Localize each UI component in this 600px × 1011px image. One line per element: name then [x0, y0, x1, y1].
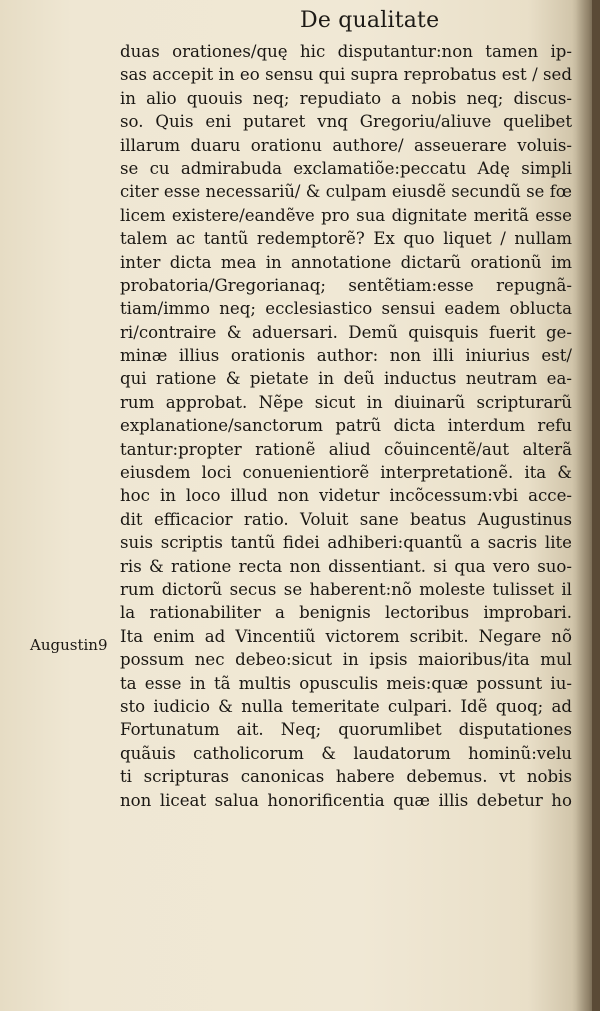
text-line: minæ illius orationis author: non illi iniurius est/: [120, 346, 572, 366]
marginal-note: Augustin9: [30, 636, 108, 654]
text-line: rum approbat. Nẽpe sicut in diuinarũ scripturarũ: [120, 392, 572, 412]
text-line: eiusdem loci conuenientiorẽ interpretationẽ. ita &: [120, 463, 572, 483]
text-line: rum dictorũ secus se haberent:nõ moleste tulisset il: [120, 579, 572, 599]
text-line: la rationabiliter a benignis lectoribus improbari.: [120, 603, 572, 623]
text-line: licem existere/eandẽve pro sua dignitate meritã esse: [120, 205, 572, 225]
text-line: Ita enim ad Vincentiũ victorem scribit. Negare nõ: [120, 626, 572, 646]
text-line: dit efficacior ratio. Voluit sane beatus Augustinus: [120, 509, 572, 529]
text-line: probatoria/Gregorianaq; sentẽtiam:esse repugnã-: [120, 275, 572, 295]
text-line: possum nec debeo:sicut in ipsis maioribus/ita mul: [120, 650, 572, 670]
body-text: [120, 40, 572, 812]
text-line: hoc in loco illud non videtur incõcessum:vbi acce-: [120, 486, 572, 506]
text-line: ris & ratione recta non dissentiant. si qua vero suo-: [120, 556, 572, 576]
text-line: talem ac tantũ redemptorẽ? Ex quo liquet / nullam: [120, 229, 572, 249]
text-line: non liceat salua honorificentia quæ illis debetur ho: [120, 790, 572, 810]
page-edge: [592, 0, 600, 1011]
text-line: ta esse in tã multis opusculis meis:quæ possunt iu-: [120, 673, 572, 693]
text-line: se cu admirabuda exclamatiõe:peccatu Adę simpli: [120, 158, 572, 178]
text-line: ti scripturas canonicas habere debemus. vt nobis: [120, 767, 572, 787]
text-line: in alio quouis neq; repudiato a nobis neq; discus-: [120, 88, 572, 108]
text-line: illarum duaru orationu authore/ asseuerare voluis-: [120, 135, 572, 155]
text-line: duas orationes/quę hic disputantur:non tamen ip-: [120, 42, 572, 61]
running-head: De qualitate: [300, 8, 440, 33]
text-line: so. Quis eni putaret vnq Gregoriu/aliuve quelibet: [120, 112, 572, 132]
text-line: citer esse necessariũ/ & culpam eiusdẽ secundũ se fœ: [120, 182, 572, 202]
text-line: qui ratione & pietate in deũ inductus neutram ea-: [120, 369, 572, 389]
text-line: inter dicta mea in annotatione dictarũ orationũ im: [120, 252, 572, 272]
text-line: explanatione/sanctorum patrũ dicta interdum refu: [120, 416, 572, 436]
text-line: ri/contraire & aduersari. Demũ quisquis fuerit ge-: [120, 322, 572, 342]
text-line: tantur:propter rationẽ aliud cõuincentẽ/aut alterã: [120, 439, 572, 459]
text-line: suis scriptis tantũ fidei adhiberi:quantũ a sacris lite: [120, 533, 572, 553]
text-line: tiam/immo neq; ecclesiastico sensui eadem oblucta: [120, 299, 572, 319]
text-line: quãuis catholicorum & laudatorum hominũ:velu: [120, 743, 572, 763]
text-line: sas accepit in eo sensu qui supra reprobatus est / sed: [120, 65, 572, 85]
text-line: Fortunatum ait. Neq; quorumlibet disputationes: [120, 720, 572, 740]
text-line: sto iudicio & nulla temeritate culpari. Idẽ quoq; ad: [120, 696, 572, 716]
